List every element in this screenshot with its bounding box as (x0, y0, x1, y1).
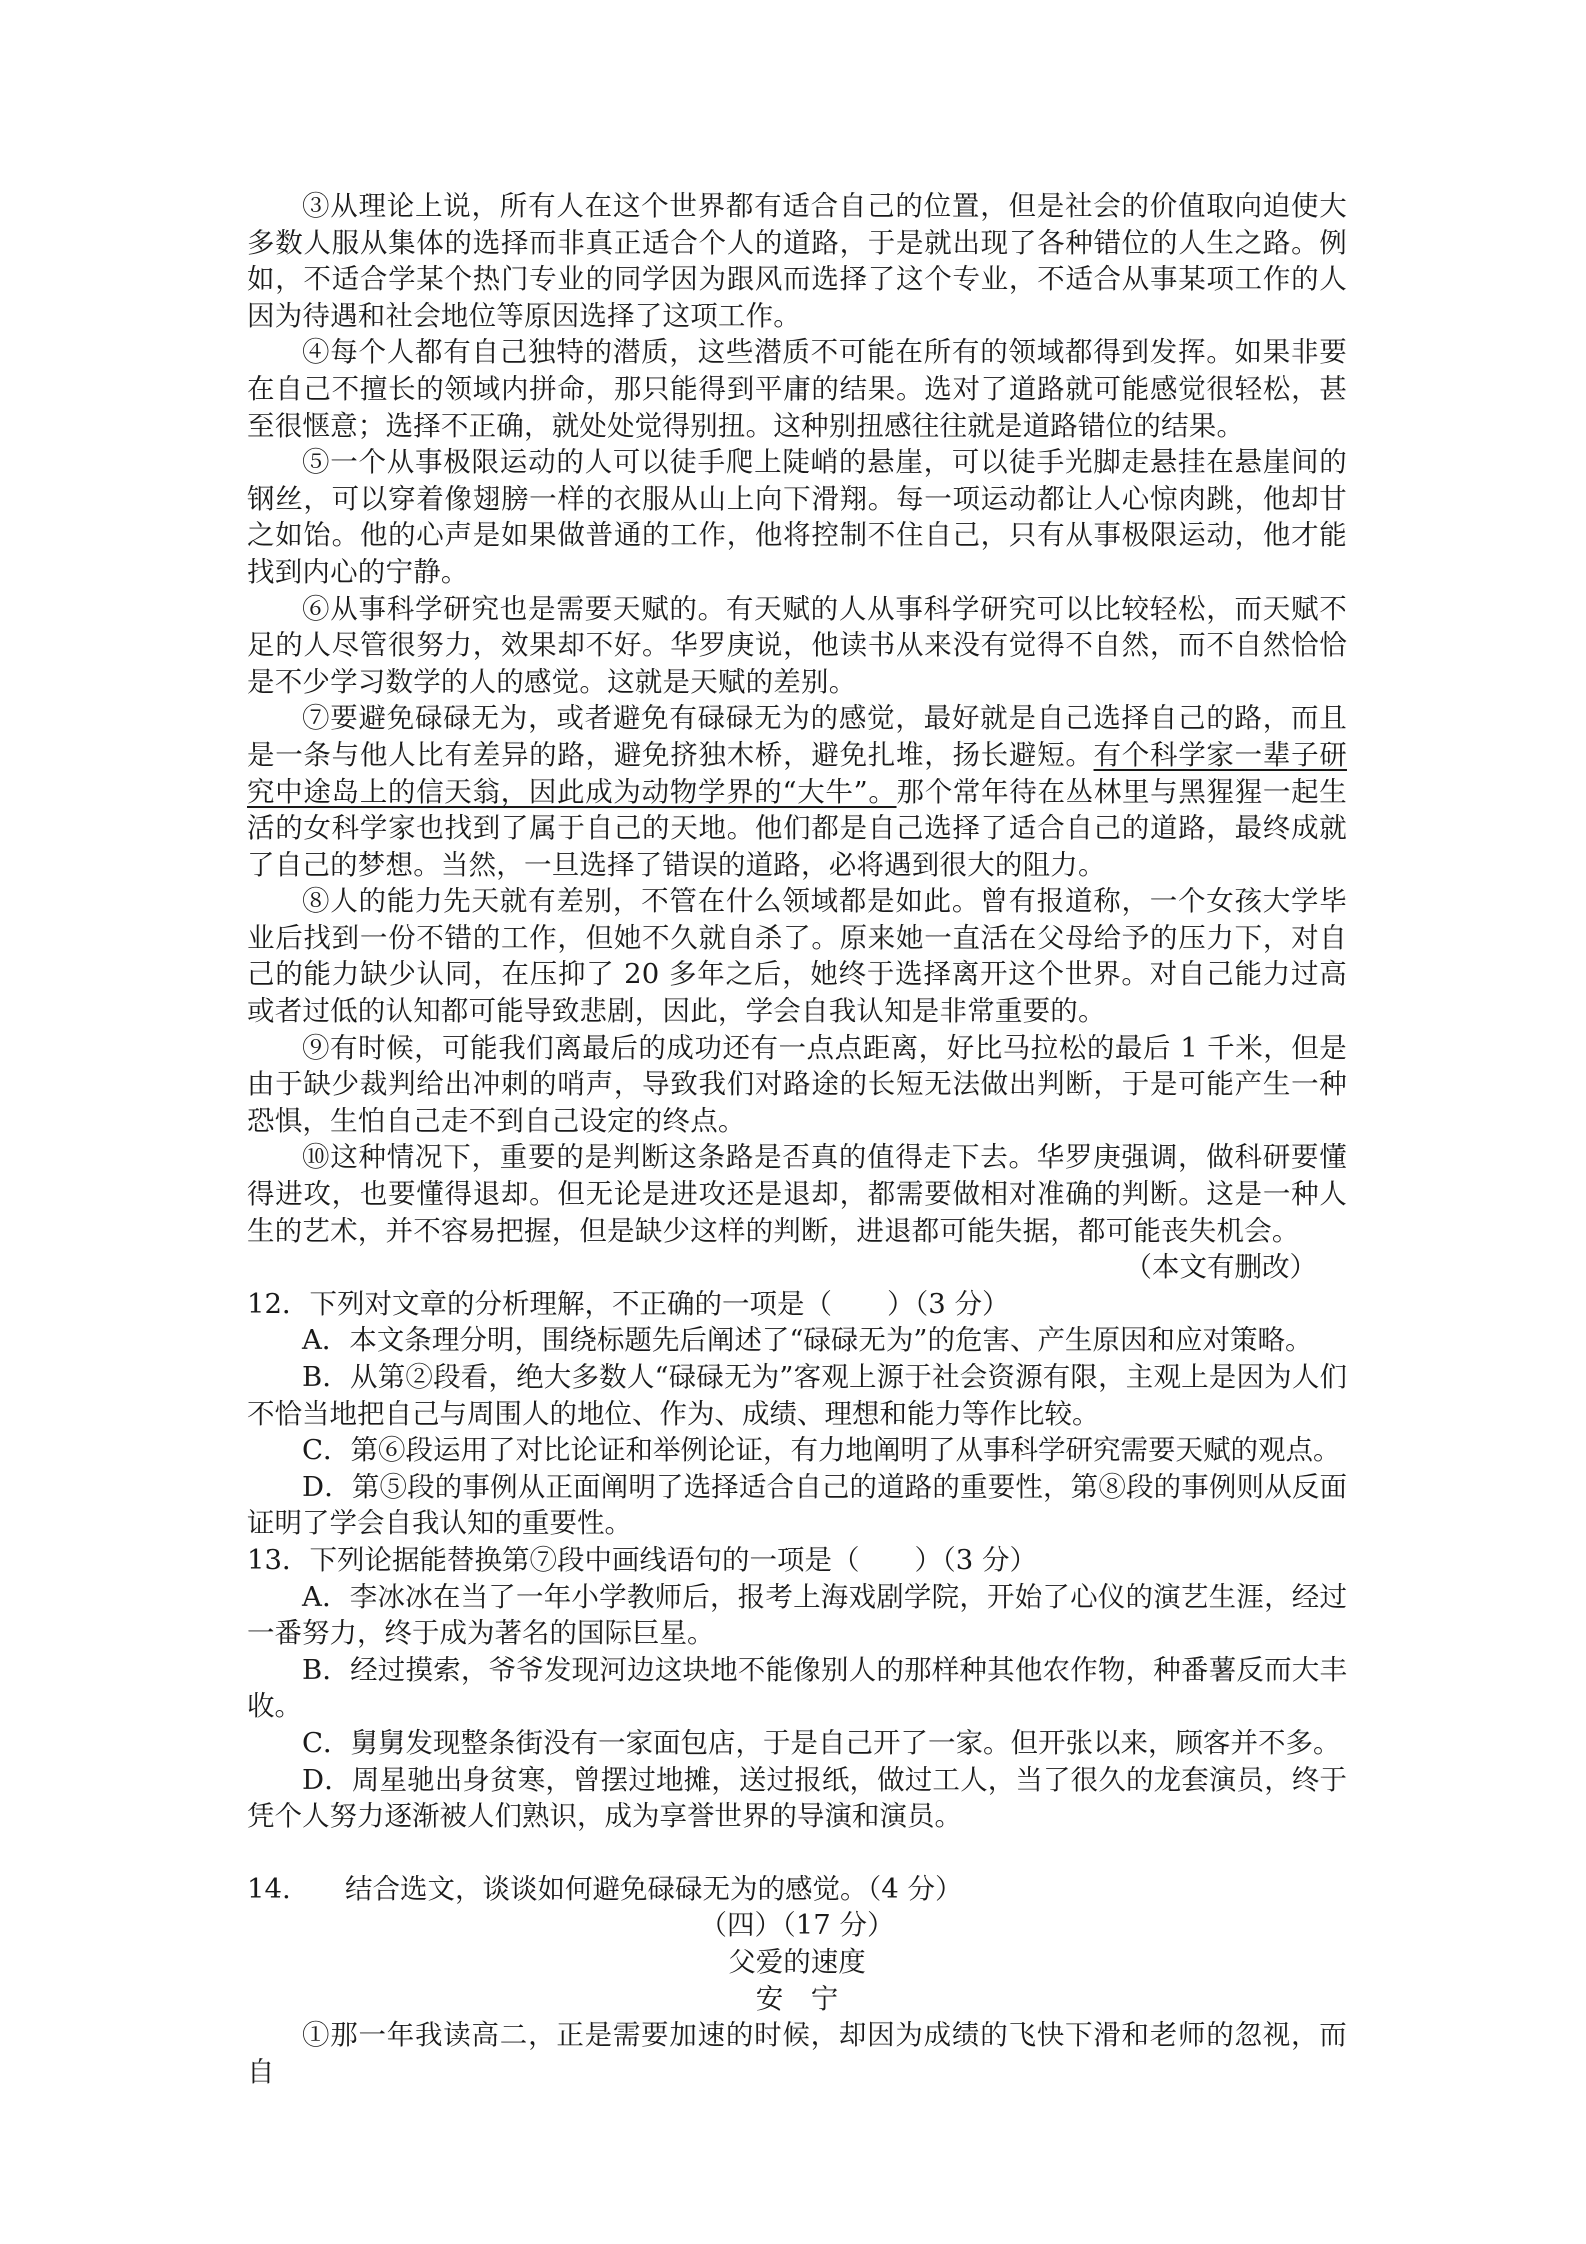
question-12-option-a: A．本文条理分明，围绕标题先后阐述了“碌碌无为”的危害、产生原因和应对策略。 (302, 1324, 1313, 1357)
paragraph-6: ⑥从事科学研究也是需要天赋的。有天赋的人从事科学研究可以比较轻松，而天赋不足的人尽管很努力，效果却不好。华罗庚说，他读书从来没有觉得不自然，而不自然恰恰是不少学习数学的人的感觉。这就是天赋的差别。 (247, 592, 1347, 698)
paragraph-7-tail: 那个常年待在丛林里与黑猩猩一起生活的女科学家也找到了属于自己的天地。他们都是自己选择了适合自己的道路，最终成就了自己的梦想。当然，一旦选择了错误的道路，必将遇到很大的阻力。 (247, 775, 1347, 881)
article-title: 父爱的速度 (728, 1945, 866, 1978)
paragraph-4: ④每个人都有自己独特的潜质，这些潜质不可能在所有的领域都得到发挥。如果非要在自己不擅长的领域内拼命，那只能得到平庸的结果。选对了道路就可能感觉很轻松，甚至很惬意；选择不正确，就处处觉得别扭。这种别扭感往往就是道路错位的结果。 (247, 336, 1347, 442)
question-13-option-a: A．李冰冰在当了一年小学教师后，报考上海戏剧学院，开始了心仪的演艺生涯，经过一番努力，终于成为著名的国际巨星。 (247, 1580, 1347, 1650)
question-14 (247, 1871, 1347, 1908)
paragraph-8: ⑧人的能力先天就有差别，不管在什么领域都是如此。曾有报道称，一个女孩大学毕业后找到一份不错的工作，但她不久就自杀了。原来她一直活在父母给予的压力下，对自己的能力缺少认同，在压抑了 20 多年之后，她终于选择离开这个世界。对自己能力过高或者过低的认知都可能导致悲剧，因此，学会自我认知是非常重要的。 (247, 885, 1347, 1028)
paragraph-5: ⑤一个从事极限运动的人可以徒手爬上陡峭的悬崖，可以徒手光脚走悬挂在悬崖间的钢丝，可以穿着像翅膀一样的衣服从山上向下滑翔。每一项运动都让人心惊肉跳，他却甘之如饴。他的心声是如果做普通的工作，他将控制不住自己，只有从事极限运动，他才能找到内心的宁静。 (247, 446, 1347, 588)
question-12-option-c: C．第⑥段运用了对比论证和举例论证，有力地阐明了从事科学研究需要天赋的观点。 (302, 1434, 1341, 1467)
section-heading: （四）（17 分） (699, 1909, 895, 1942)
question-13-option-d: D．周星驰出身贫寒，曾摆过地摊，送过报纸，做过工人，当了很久的龙套演员，终于凭个人努力逐渐被人们熟识，成为享誉世界的导演和演员。 (247, 1763, 1347, 1833)
question-12-option-b: B．从第②段看，绝大多数人“碌碌无为”客观上源于社会资源有限，主观上是因为人们不恰当地把自己与周围人的地位、作为、成绩、理想和能力等作比较。 (247, 1361, 1347, 1430)
article-paragraph-1: ①那一年我读高二，正是需要加速的时候，却因为成绩的飞快下滑和老师的忽视，而自 (247, 2019, 1347, 2088)
question-12-option-d: D．第⑤段的事例从正面阐明了选择适合自己的道路的重要性，第⑧段的事例则从反面证明了学会自我认知的重要性。 (247, 1470, 1347, 1540)
question-13-option-b: B．经过摸索，爷爷发现河边这块地不能像别人的那样种其他农作物，种番薯反而大丰收。 (247, 1653, 1347, 1723)
paragraph-10: ⑩这种情况下，重要的是判断这条路是否真的值得走下去。华罗庚强调，做科研要懂得进攻，也要懂得退却。但无论是进攻还是退却，都需要做相对准确的判断。这是一种人生的艺术，并不容易把握，但是缺少这样的判断，进退都可能失据，都可能丧失机会。 (247, 1141, 1347, 1247)
paragraph-9: ⑨有时候，可能我们离最后的成功还有一点点距离，好比马拉松的最后 1 千米，但是由于缺少裁判给出冲刺的哨声，导致我们对路途的长短无法做出判断，于是可能产生一种恐惧，生怕自己走不到自己设定的终点。 (247, 1031, 1347, 1137)
question-13-stem: 13．下列论据能替换第⑦段中画线语句的一项是（ ）（3 分） (247, 1543, 1037, 1576)
question-13-option-c: C．舅舅发现整条街没有一家面包店，于是自己开了一家。但开张以来，顾客并不多。 (302, 1726, 1341, 1759)
exam-page (247, 188, 1347, 2090)
question-12-stem: 12．下列对文章的分析理解，不正确的一项是（ ）（3 分） (247, 1287, 1010, 1320)
paragraph-7 (247, 700, 1347, 883)
paragraph-3: ③从理论上说，所有人在这个世界都有适合自己的位置，但是社会的价值取向迫使大多数人服从集体的选择而非真正适合个人的道路，于是就出现了各种错位的人生之路。例如，不适合学某个热门专业的同学因为跟风而选择了这个专业，不适合从事某项工作的人因为待遇和社会地位等原因选择了这项工作。 (247, 190, 1347, 332)
paragraph-7-lead: ⑦要避免碌碌无为，或者避免有碌碌无为的感觉，最好就是自己选择自己的路，而且是一条与他人比有差异的路，避免挤独木桥，避免扎堆，扬长避短。 (247, 702, 1347, 771)
source-note: （本文有删改） (1124, 1251, 1317, 1284)
underlined-sentence: 有个科学家一辈子研究中途岛上的信天翁，因此成为动物学界的“大牛”。 (247, 738, 1347, 808)
article-author: 安 宁 (755, 1982, 839, 2015)
question-14-number: 14. (247, 1872, 291, 1905)
question-14-text: 结合选文，谈谈如何避免碌碌无为的感觉。（4 分） (345, 1872, 963, 1905)
